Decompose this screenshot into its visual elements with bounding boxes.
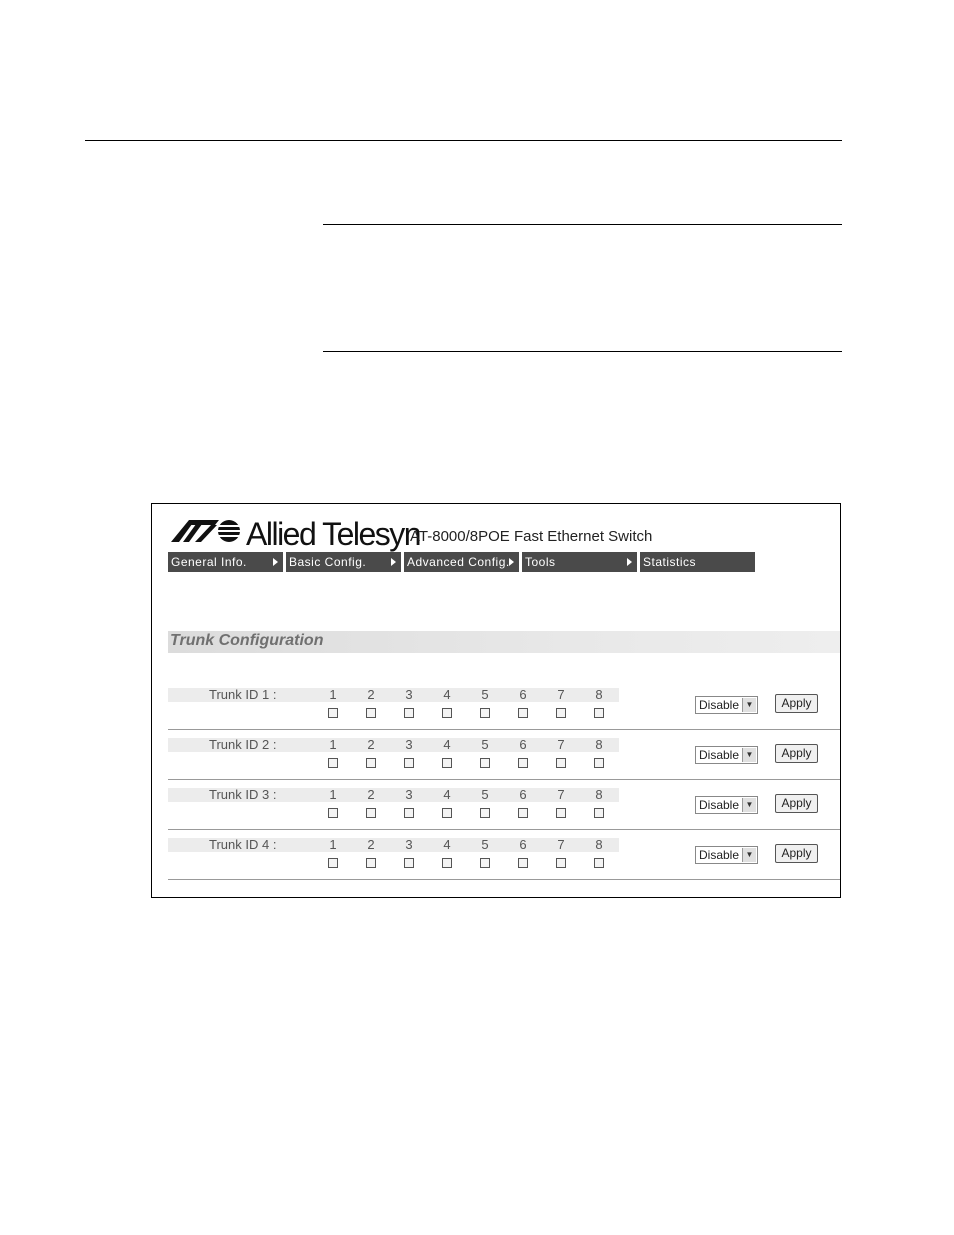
menu-label: Tools bbox=[525, 555, 556, 569]
port-4-checkbox[interactable] bbox=[442, 758, 452, 768]
port-number-label: 4 bbox=[443, 687, 451, 702]
port-1-checkbox[interactable] bbox=[328, 858, 338, 868]
port-1-checkbox[interactable] bbox=[328, 758, 338, 768]
port-number-label: 3 bbox=[405, 687, 413, 702]
trunk-id-label: Trunk ID 1 : bbox=[209, 687, 277, 702]
port-2-checkbox[interactable] bbox=[366, 808, 376, 818]
port-3-checkbox[interactable] bbox=[404, 758, 414, 768]
port-8-checkbox[interactable] bbox=[594, 758, 604, 768]
trunk-mode-value: Disable bbox=[699, 748, 740, 762]
page-title-bar bbox=[168, 631, 840, 653]
port-number-label: 5 bbox=[481, 787, 489, 802]
app-header bbox=[169, 514, 829, 550]
port-4-checkbox[interactable] bbox=[442, 708, 452, 718]
page-divider-upper bbox=[323, 224, 842, 225]
trunk-mode-select[interactable] bbox=[695, 796, 758, 814]
menu-label: Statistics bbox=[643, 555, 697, 569]
trunk-mode-select[interactable] bbox=[695, 746, 758, 764]
port-3-checkbox[interactable] bbox=[404, 808, 414, 818]
port-8-checkbox[interactable] bbox=[594, 808, 604, 818]
port-1-checkbox[interactable] bbox=[328, 808, 338, 818]
port-7-checkbox[interactable] bbox=[556, 758, 566, 768]
port-2-checkbox[interactable] bbox=[366, 708, 376, 718]
port-5-checkbox[interactable] bbox=[480, 858, 490, 868]
trunk-mode-value: Disable bbox=[699, 848, 740, 862]
menu-general-info[interactable] bbox=[168, 552, 283, 572]
port-6-checkbox[interactable] bbox=[518, 708, 528, 718]
port-number-label: 8 bbox=[595, 837, 603, 852]
screenshot-frame bbox=[151, 503, 841, 898]
submenu-arrow-icon bbox=[509, 558, 514, 566]
port-number-label: 4 bbox=[443, 837, 451, 852]
page-title: Trunk Configuration bbox=[170, 632, 324, 649]
submenu-arrow-icon bbox=[627, 558, 632, 566]
port-number-label: 7 bbox=[557, 787, 565, 802]
apply-button[interactable]: Apply bbox=[775, 794, 818, 813]
trunk-row bbox=[168, 838, 840, 888]
port-number-label: 2 bbox=[367, 737, 375, 752]
row-divider bbox=[168, 829, 840, 830]
port-1-checkbox[interactable] bbox=[328, 708, 338, 718]
menu-label: General Info. bbox=[171, 555, 247, 569]
brand-name: Allied Telesyn bbox=[246, 516, 421, 552]
port-2-checkbox[interactable] bbox=[366, 758, 376, 768]
port-6-checkbox[interactable] bbox=[518, 758, 528, 768]
port-3-checkbox[interactable] bbox=[404, 858, 414, 868]
product-name: AT-8000/8POE Fast Ethernet Switch bbox=[410, 528, 653, 545]
port-7-checkbox[interactable] bbox=[556, 858, 566, 868]
port-number-label: 7 bbox=[557, 687, 565, 702]
port-number-label: 4 bbox=[443, 737, 451, 752]
apply-button[interactable]: Apply bbox=[775, 694, 818, 713]
port-number-label: 3 bbox=[405, 837, 413, 852]
port-number-label: 2 bbox=[367, 787, 375, 802]
submenu-arrow-icon bbox=[273, 558, 278, 566]
port-5-checkbox[interactable] bbox=[480, 758, 490, 768]
trunk-id-label: Trunk ID 2 : bbox=[209, 737, 277, 752]
menu-label: Basic Config. bbox=[289, 555, 367, 569]
menu-statistics[interactable] bbox=[640, 552, 755, 572]
port-number-label: 8 bbox=[595, 787, 603, 802]
apply-button[interactable]: Apply bbox=[775, 744, 818, 763]
chevron-down-icon[interactable]: ▼ bbox=[742, 848, 756, 862]
port-number-label: 3 bbox=[405, 787, 413, 802]
main-menu bbox=[168, 552, 758, 572]
port-number-label: 1 bbox=[329, 837, 337, 852]
port-4-checkbox[interactable] bbox=[442, 808, 452, 818]
port-2-checkbox[interactable] bbox=[366, 858, 376, 868]
trunk-id-label: Trunk ID 4 : bbox=[209, 837, 277, 852]
trunk-row bbox=[168, 788, 840, 838]
port-number-label: 1 bbox=[329, 737, 337, 752]
chevron-down-icon[interactable]: ▼ bbox=[742, 698, 756, 712]
apply-button[interactable]: Apply bbox=[775, 844, 818, 863]
submenu-arrow-icon bbox=[391, 558, 396, 566]
chevron-down-icon[interactable]: ▼ bbox=[742, 798, 756, 812]
chevron-down-icon[interactable]: ▼ bbox=[742, 748, 756, 762]
port-number-label: 8 bbox=[595, 737, 603, 752]
port-number-label: 2 bbox=[367, 837, 375, 852]
port-number-label: 8 bbox=[595, 687, 603, 702]
port-3-checkbox[interactable] bbox=[404, 708, 414, 718]
trunk-row bbox=[168, 688, 840, 738]
port-number-label: 2 bbox=[367, 687, 375, 702]
port-5-checkbox[interactable] bbox=[480, 708, 490, 718]
page-divider-top bbox=[85, 140, 842, 141]
row-divider bbox=[168, 879, 840, 880]
port-number-label: 1 bbox=[329, 687, 337, 702]
port-8-checkbox[interactable] bbox=[594, 708, 604, 718]
port-8-checkbox[interactable] bbox=[594, 858, 604, 868]
allied-telesyn-logo-icon bbox=[169, 518, 241, 544]
port-number-label: 5 bbox=[481, 687, 489, 702]
menu-basic-config[interactable] bbox=[286, 552, 401, 572]
port-7-checkbox[interactable] bbox=[556, 708, 566, 718]
port-number-label: 7 bbox=[557, 737, 565, 752]
port-number-label: 5 bbox=[481, 837, 489, 852]
port-7-checkbox[interactable] bbox=[556, 808, 566, 818]
port-6-checkbox[interactable] bbox=[518, 808, 528, 818]
port-number-label: 6 bbox=[519, 737, 527, 752]
menu-tools[interactable] bbox=[522, 552, 637, 572]
port-number-label: 6 bbox=[519, 837, 527, 852]
row-divider bbox=[168, 729, 840, 730]
trunk-mode-select[interactable] bbox=[695, 696, 758, 714]
port-number-label: 5 bbox=[481, 737, 489, 752]
trunk-row bbox=[168, 738, 840, 788]
port-number-label: 7 bbox=[557, 837, 565, 852]
menu-label: Advanced Config. bbox=[407, 555, 510, 569]
port-6-checkbox[interactable] bbox=[518, 858, 528, 868]
port-number-label: 4 bbox=[443, 787, 451, 802]
port-number-label: 1 bbox=[329, 787, 337, 802]
port-number-label: 6 bbox=[519, 687, 527, 702]
trunk-id-label: Trunk ID 3 : bbox=[209, 787, 277, 802]
trunk-mode-value: Disable bbox=[699, 798, 740, 812]
port-4-checkbox[interactable] bbox=[442, 858, 452, 868]
page-divider-lower bbox=[323, 351, 842, 352]
menu-advanced-config[interactable] bbox=[404, 552, 519, 572]
port-5-checkbox[interactable] bbox=[480, 808, 490, 818]
trunk-mode-value: Disable bbox=[699, 698, 740, 712]
port-number-label: 6 bbox=[519, 787, 527, 802]
row-divider bbox=[168, 779, 840, 780]
trunk-mode-select[interactable] bbox=[695, 846, 758, 864]
port-number-label: 3 bbox=[405, 737, 413, 752]
